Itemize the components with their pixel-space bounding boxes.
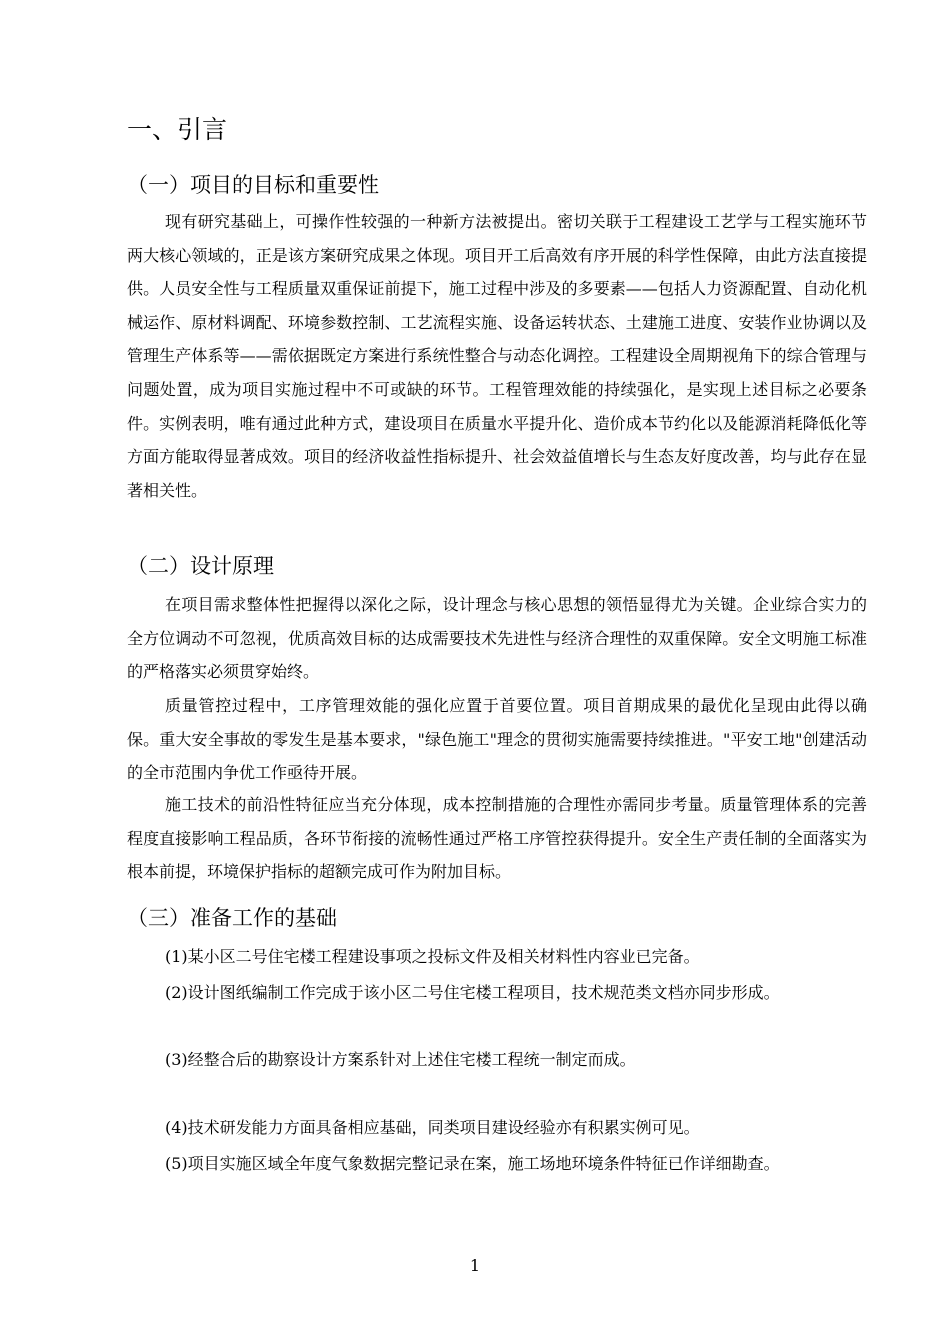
paragraph-design-1: 在项目需求整体性把握得以深化之际，设计理念与核心思想的领悟显得尤为关键。企业综合实力的全方位调动不可忽视，优质高效目标的达成需要技术先进性与经济合理性的双重保障。安全文明施工标准的严格落实必须贯穿始终。 <box>127 595 867 682</box>
paragraph-goals: 现有研究基础上，可操作性较强的一种新方法被提出。密切关联于工程建设工艺学与工程实施环节两大核心领域的，正是该方案研究成果之体现。项目开工后高效有序开展的科学性保障，由此方法直接提供。人员安全性与工程质量双重保证前提下，施工过程中涉及的多要素——包括人力资源配置、自动化机械运作、原材料调配、环境参数控制、工艺流程实施、设备运转状态、土建施工进度、安装作业协调以及管理生产体系等——需依据既定方案进行系统性整合与动态化调控。工程建设全周期视角下的综合管理与问题处置，成为项目实施过程中不可或缺的环节。工程管理效能的持续强化，是实现上述目标之必要条件。实例表明，唯有通过此种方式，建设项目在质量水平提升化、造价成本节约化以及能源消耗降低化等方面方能取得显著成效。项目的经济收益性指标提升、社会效益值增长与生态友好度改善，均与此存在显著相关性。 <box>127 212 867 500</box>
section-heading-introduction: 一、引言 <box>127 115 228 144</box>
subsection-heading-goals: （一）项目的目标和重要性 <box>127 173 379 197</box>
list-item-3: (3)经整合后的勘察设计方案系针对上述住宅楼工程统一制定而成。 <box>165 1050 636 1069</box>
subsection-heading-design-principle: （二）设计原理 <box>127 554 274 578</box>
paragraph-design-3: 施工技术的前沿性特征应当充分体现，成本控制措施的合理性亦需同步考量。质量管理体系的完善程度直接影响工程品质，各环节衔接的流畅性通过严格工序管控获得提升。安全生产责任制的全面落实为根本前提，环境保护指标的超额完成可作为附加目标。 <box>127 795 867 882</box>
list-item-4: (4)技术研发能力方面具备相应基础，同类项目建设经验亦有积累实例可见。 <box>165 1118 700 1137</box>
list-item-1: (1)某小区二号住宅楼工程建设事项之投标文件及相关材料性内容业已完备。 <box>165 947 700 966</box>
list-item-5: (5)项目实施区域全年度气象数据完整记录在案，施工场地环境条件特征已作详细勘查。 <box>165 1154 780 1173</box>
subsection-heading-preparation: （三）准备工作的基础 <box>127 906 337 930</box>
paragraph-design-2: 质量管控过程中，工序管理效能的强化应置于首要位置。项目首期成果的最优化呈现由此得以确保。重大安全事故的零发生是基本要求，"绿色施工"理念的贯彻实施需要持续推进。"平安工地"创建活动的全市范围内争优工作亟待开展。 <box>127 696 867 783</box>
list-item-2: (2)设计图纸编制工作完成于该小区二号住宅楼工程项目，技术规范类文档亦同步形成。 <box>165 983 780 1002</box>
page-number: 1 <box>469 1256 481 1275</box>
